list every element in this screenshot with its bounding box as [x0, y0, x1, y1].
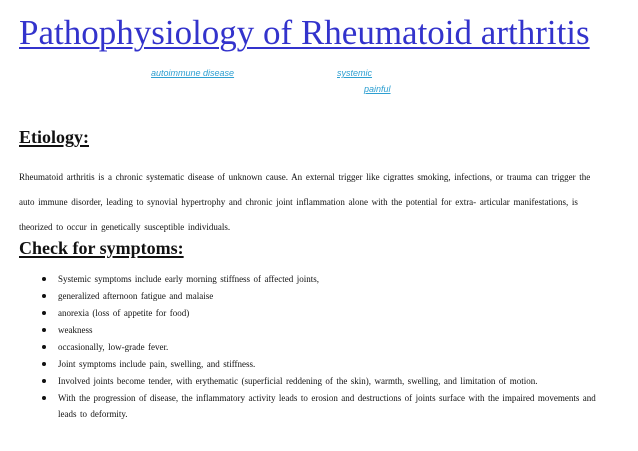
symptoms-heading: Check for symptoms:: [19, 238, 184, 258]
symptom-text: Involved joints become tender, with erythematic (superficial reddening of the skin), warmth, swelling, and limitation of motion.: [58, 376, 538, 386]
symptom-text: occasionally, low-grade fever.: [58, 342, 169, 352]
symptom-text: anorexia (loss of appetite for food): [58, 308, 190, 318]
symptom-list: [40, 274, 608, 429]
symptom-item: [40, 308, 608, 318]
symptom-text: Joint symptoms include pain, swelling, and stiffness.: [58, 359, 256, 369]
keyword-link-systemic[interactable]: systemic: [337, 68, 373, 78]
keyword-link-autoimmune-disease[interactable]: autoimmune disease: [151, 68, 235, 78]
symptom-item: [40, 390, 608, 422]
symptom-item: [40, 291, 608, 301]
bullet-icon: [42, 328, 46, 332]
symptom-text: With the progression of disease, the inflammatory activity leads to erosion and destructions of joints surface with the impaired movements and leads to deformity.: [58, 393, 596, 419]
symptom-item: [40, 342, 608, 352]
symptom-text: weakness: [58, 325, 93, 335]
symptom-item: [40, 376, 608, 386]
etiology-heading: Etiology:: [19, 127, 89, 147]
symptom-text: generalized afternoon fatigue and malaise: [58, 291, 214, 301]
etiology-paragraph: Rheumatoid arthritis is a chronic systematic disease of unknown cause. An external trigger like cigrattes smoking, infections, or trauma can trigger the auto immune disorder, leading to synovial hypertrophy and chronic joint inflammation alone with the potential for extra- articular manifestations, is theorized to occur in genetically susceptible individuals.: [19, 172, 591, 232]
symptom-text: Systemic symptoms include early morning stiffness of affected joints,: [58, 274, 319, 284]
keyword-link-painful[interactable]: painful: [364, 84, 391, 94]
bullet-icon: [42, 311, 46, 315]
bullet-icon: [42, 379, 46, 383]
bullet-icon: [42, 345, 46, 349]
symptom-item: [40, 274, 608, 284]
bullet-icon: [42, 277, 46, 281]
bullet-icon: [42, 362, 46, 366]
bullet-icon: [42, 294, 46, 298]
page-title: Pathophysiology of Rheumatoid arthritis: [19, 13, 590, 52]
bullet-icon: [42, 396, 46, 400]
symptom-item: [40, 325, 608, 335]
symptom-item: [40, 359, 608, 369]
